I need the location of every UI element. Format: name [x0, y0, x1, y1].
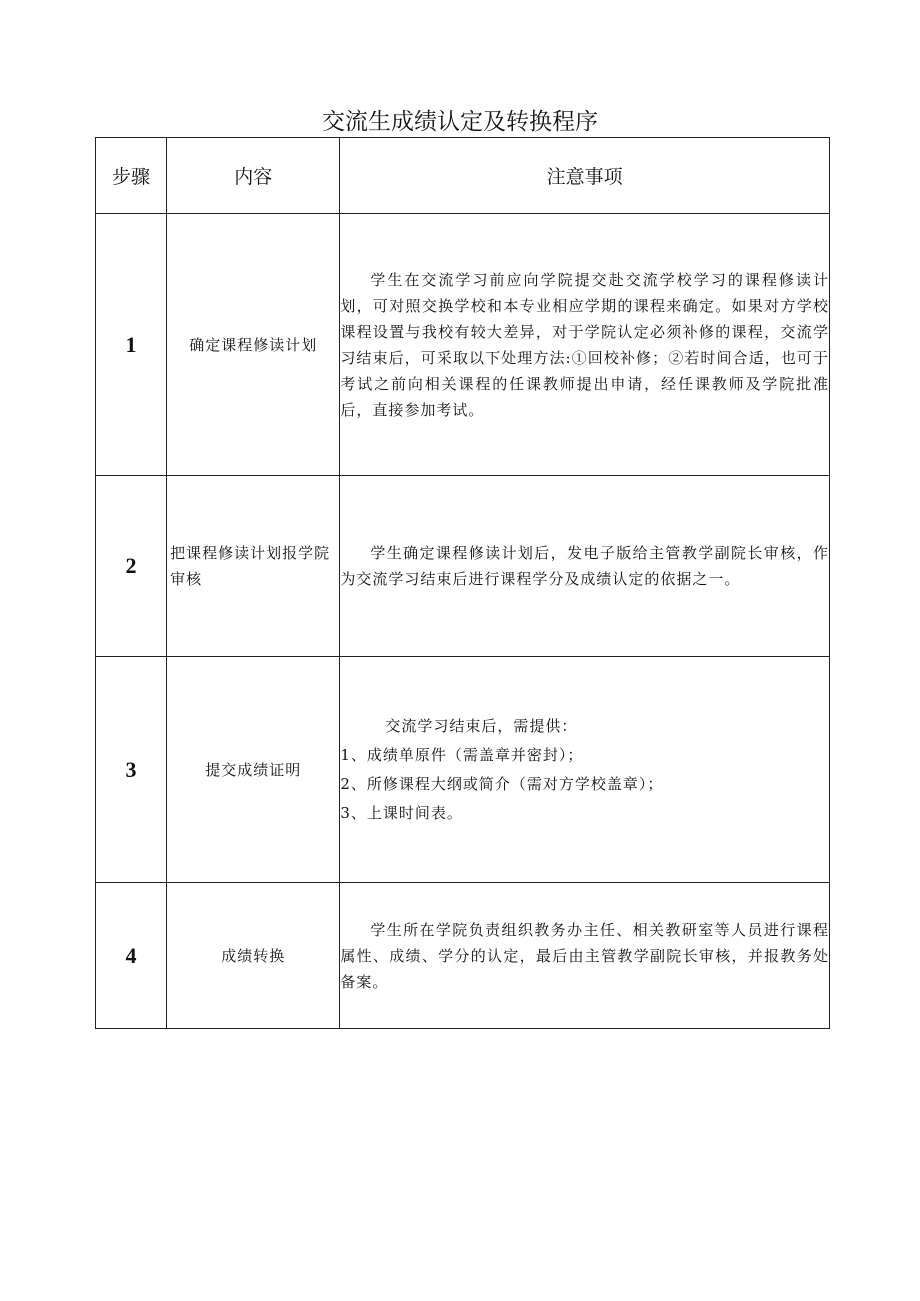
table-row: [96, 214, 830, 476]
notes-list-item: 1、成绩单原件（需盖章并密封）；: [340, 745, 584, 764]
step-number: 3: [96, 657, 167, 883]
notes-paragraph: 学生在交流学习前应向学院提交赴交流学校学习的课程修读计划，可对照交换学校和本专业相应学期的课程来确定。如果对方学校课程设置与我校有较大差异，对于学院认定必须补修的课程，交流学习结束后，可采取以下处理方法:①回校补修；②若时间合适，也可于考试之前向相关课程的任课教师提出申请，经任课教师及学院批准后，直接参加考试。: [340, 270, 829, 419]
table-header-row: [96, 138, 830, 214]
step-notes: [340, 476, 830, 657]
step-number: 1: [96, 214, 167, 476]
notes-list-item: 2、所修课程大纲或简介（需对方学校盖章）；: [340, 774, 664, 793]
step-content: 确定课程修读计划: [167, 214, 340, 476]
page-title: 交流生成绩认定及转换程序: [322, 109, 598, 135]
header-step: 步骤: [96, 138, 167, 214]
notes-paragraph: 学生所在学院负责组织教务办主任、相关教研室等人员进行课程属性、成绩、学分的认定，最后由主管教学副院长审核，并报教务处备案。: [340, 920, 829, 991]
notes-list-item: 3、上课时间表。: [340, 803, 463, 822]
step-number: 2: [96, 476, 167, 657]
step-content: 成绩转换: [167, 883, 340, 1029]
notes-intro: 交流学习结束后，需提供：: [385, 716, 578, 735]
step-notes: [340, 214, 830, 476]
step-notes: [340, 657, 830, 883]
notes-paragraph: 学生确定课程修读计划后，发电子版给主管教学副院长审核，作为交流学习结束后进行课程学分及成绩认定的依据之一。: [340, 544, 829, 588]
table-row: [96, 657, 830, 883]
step-content: 把课程修读计划报学院审核: [167, 476, 340, 657]
header-content: 内容: [167, 138, 340, 214]
table-row: [96, 476, 830, 657]
step-notes: [340, 883, 830, 1029]
step-content: 提交成绩证明: [167, 657, 340, 883]
step-number: 4: [96, 883, 167, 1029]
procedure-table: [95, 137, 830, 1029]
table-row: [96, 883, 830, 1029]
header-notes: 注意事项: [340, 138, 830, 214]
